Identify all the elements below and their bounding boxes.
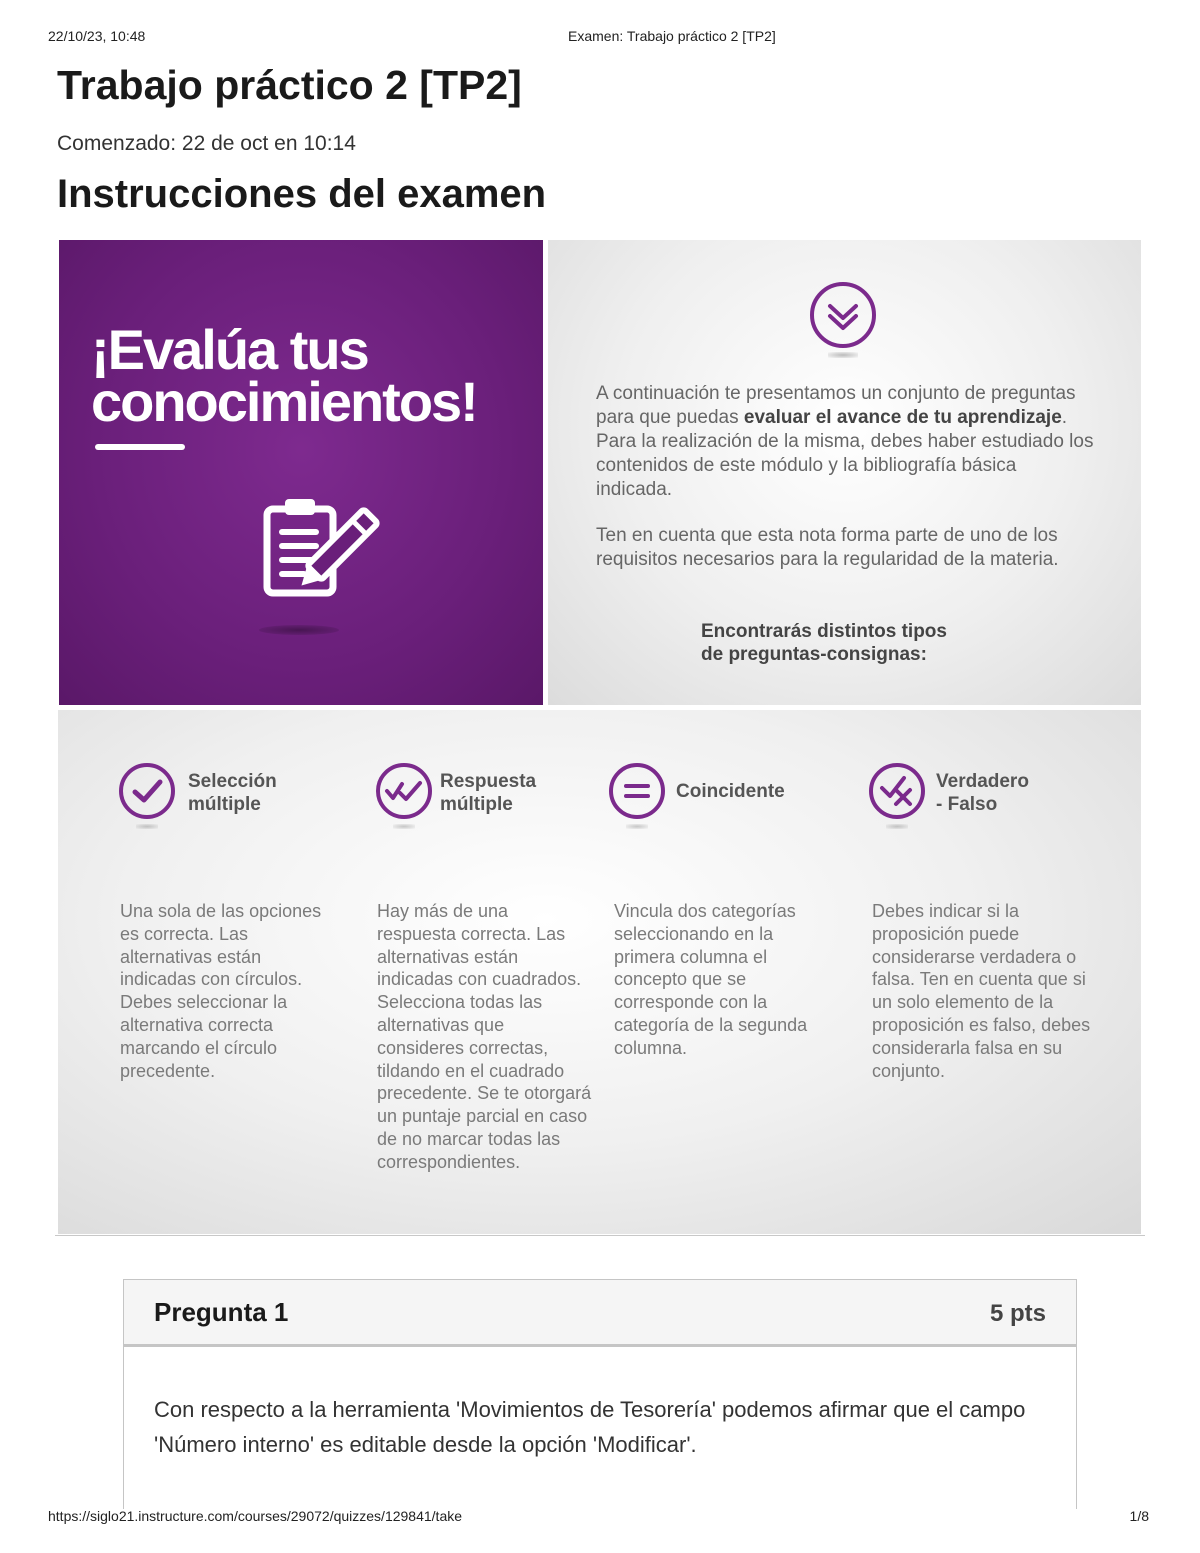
type-description: Debes indicar si la proposición puede considerarse verdadera o falsa. Ten en cuenta que si un solo elemento de la proposición es falso, debes considerarla falsa en su conjunto. bbox=[872, 901, 1091, 1081]
question-card bbox=[123, 1279, 1077, 1509]
section-title: Instrucciones del examen bbox=[57, 172, 547, 216]
question-points: 5 pts bbox=[989, 1300, 1046, 1327]
double-check-circle-icon bbox=[375, 762, 433, 820]
check-cross-circle-icon bbox=[868, 762, 926, 820]
print-footer bbox=[48, 1508, 1152, 1528]
type-label: Verdadero - Falso bbox=[936, 771, 1029, 815]
icon-shadow bbox=[136, 824, 158, 829]
type-label: Respuesta múltiple bbox=[440, 771, 537, 815]
note-paragraph: Ten en cuenta que esta nota forma parte de uno de los requisitos necesarios para la regularidad de la materia. bbox=[596, 525, 1059, 570]
question-text: Con respecto a la herramienta 'Movimientos de Tesorería' podemos afirmar que el campo 'Número interno' es editable desde la opción 'Modificar'. bbox=[154, 1397, 1026, 1457]
page-number: 1/8 bbox=[1129, 1508, 1149, 1524]
intro-bold: evaluar el avance de tu aprendizaje bbox=[743, 407, 1062, 428]
started-timestamp: Comenzado: 22 de oct en 10:14 bbox=[57, 132, 356, 155]
headline-underline bbox=[95, 444, 185, 450]
type-label: Coincidente bbox=[676, 781, 785, 802]
divider bbox=[55, 1235, 1145, 1236]
equals-circle-icon bbox=[608, 762, 666, 820]
banner-headline-line2: conocimientos! bbox=[91, 370, 477, 433]
icon-shadow bbox=[393, 824, 415, 829]
type-description: Hay más de una respuesta correcta. Las alternativas están indicadas con cuadrados. Selecciona todas las alternativas que consideres correctas, tildando en el cuadrado precedente. Se te otorgará un puntaje parcial en caso de no marcar todas las correspondientes. bbox=[377, 901, 592, 1172]
clipboard-pencil-icon bbox=[259, 495, 389, 620]
question-header bbox=[124, 1280, 1076, 1347]
type-description: Vincula dos categorías seleccionando en la primera columna el concepto que se corresponde con la categoría de la segunda columna. bbox=[614, 901, 808, 1058]
type-description: Una sola de las opciones es correcta. Las alternativas están indicadas con círculos. Debes seleccionar la alternativa correcta marcando el círculo precedente. bbox=[120, 901, 322, 1081]
print-header bbox=[48, 28, 1152, 48]
question-title: Pregunta 1 bbox=[154, 1297, 289, 1327]
icon-shadow bbox=[626, 824, 648, 829]
types-heading: Encontrarás distintos tipos de preguntas-consignas: bbox=[701, 621, 947, 665]
print-datetime: 22/10/23, 10:48 bbox=[48, 28, 146, 44]
chevrons-down-icon bbox=[808, 280, 878, 350]
banner-intro bbox=[548, 240, 1141, 705]
type-label: Selección múltiple bbox=[188, 771, 277, 815]
question-types-panel bbox=[58, 710, 1141, 1234]
icon-shadow bbox=[259, 625, 339, 635]
intro-paragraph: A continuación te presentamos un conjunto de preguntas para que puedas evaluar el avance de tu aprendizaje. Para la realización de la misma, debes haber estudiado los contenidos de este módulo y la bibliografía básica indicada. bbox=[596, 383, 1094, 500]
page-title: Trabajo práctico 2 [TP2] bbox=[57, 62, 522, 108]
check-circle-icon bbox=[118, 762, 176, 820]
page-url: https://siglo21.instructure.com/courses/29072/quizzes/129841/take bbox=[48, 1508, 463, 1524]
icon-shadow bbox=[828, 352, 858, 358]
print-document-title: Examen: Trabajo práctico 2 [TP2] bbox=[568, 28, 776, 44]
banner-headline bbox=[91, 318, 477, 433]
banner-hero bbox=[59, 240, 543, 705]
icon-shadow bbox=[886, 824, 908, 829]
banner-headline-line1: ¡Evalúa tus bbox=[91, 318, 368, 381]
